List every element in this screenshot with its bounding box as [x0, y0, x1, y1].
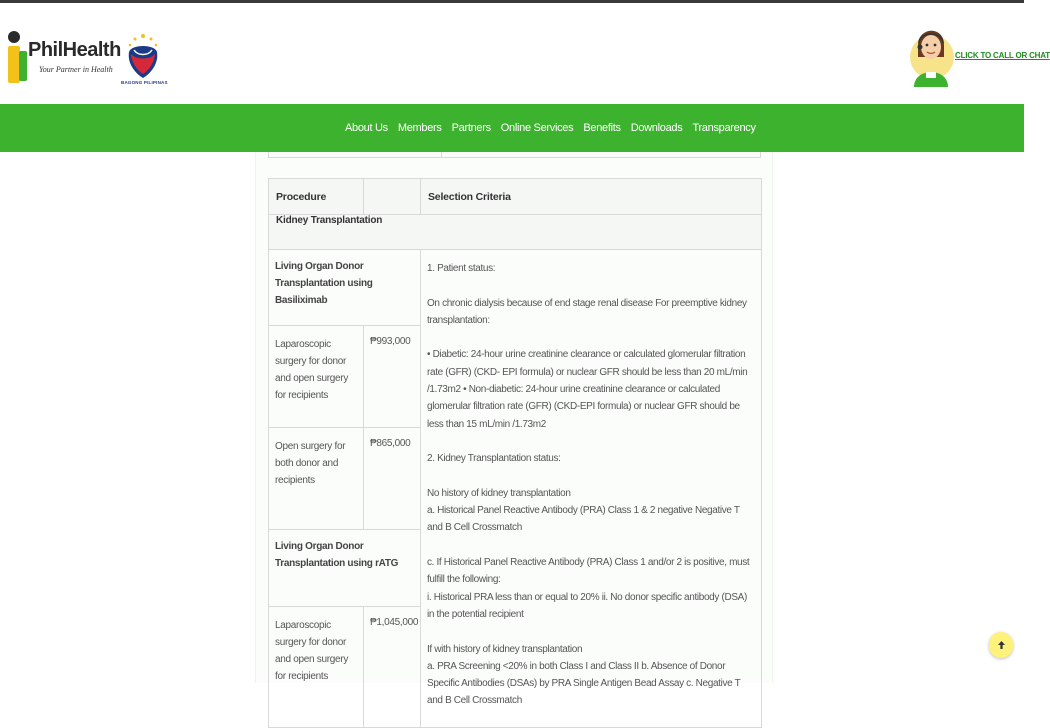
criteria-line: • Diabetic: 24-hour urine creatinine clearance or calculated glomerular filtration rate (GFR) (CKD- EPI formula) or nuclear GFR should be less than 20 mL/min /1.73m2 • Non-diabetic: 24-hour urine creatinine clearance or calculated glomerular filtration rate (GFR) (CKD-EPI formula) or nuclear GFR should be less than 15 mL/min /1.73m2 — [427, 349, 748, 430]
previous-table-row — [268, 152, 761, 158]
nav-item-members[interactable]: Members — [397, 122, 442, 134]
scroll-to-top-button[interactable] — [989, 632, 1013, 658]
site-header — [0, 3, 1050, 104]
criteria-line: a. Historical Panel Reactive Antibody (PRA) Class 1 & 2 negative Negative T and B Cell Crossmatch — [427, 505, 740, 534]
price-cell — [364, 607, 421, 728]
call-center-agent-icon[interactable] — [906, 17, 954, 87]
procedure-cell — [269, 326, 364, 428]
price-cell — [364, 326, 421, 428]
procedure-price: ₱993,000 — [370, 336, 411, 348]
group-title-basiliximab: Living Organ Donor Transplantation using Basiliximab — [275, 261, 373, 306]
nav-item-about-us[interactable]: About Us — [345, 122, 388, 134]
group-title-cell — [269, 529, 421, 606]
group-title-cell — [269, 250, 421, 326]
selection-criteria-text — [421, 250, 761, 710]
price-cell — [364, 428, 421, 530]
procedure-price: ₱865,000 — [370, 438, 411, 450]
arrow-up-icon — [997, 640, 1006, 650]
logo-text: PhilHealth — [28, 39, 121, 61]
section-row — [269, 215, 762, 250]
procedure-name: Laparoscopic surgery for donor and open surgery for recipients — [275, 339, 349, 402]
procedure-price: ₱1,045,000 — [370, 617, 419, 629]
header-price — [364, 179, 421, 215]
click-to-call-link[interactable]: CLICK TO CALL OR CHAT — [955, 51, 1050, 60]
criteria-line: No history of kidney transplantation — [427, 487, 571, 499]
selection-criteria-cell — [421, 250, 762, 728]
nav-item-downloads[interactable]: Downloads — [630, 122, 683, 134]
table-header-row — [269, 179, 762, 215]
group-title-ratg: Living Organ Donor Transplantation using rATG — [275, 540, 399, 569]
nav-item-transparency[interactable]: Transparency — [692, 122, 756, 134]
criteria-line: i. Historical PRA less than or equal to 20% ii. No donor specific antibody (DSA) in the potential recipient — [427, 591, 747, 620]
criteria-line: 1. Patient status: — [427, 263, 496, 274]
header-procedure: Procedure — [269, 179, 364, 215]
criteria-line: 2. Kidney Transplantation status: — [427, 453, 561, 465]
nav-item-online-services[interactable]: Online Services — [500, 122, 574, 134]
main-nav — [0, 104, 1024, 152]
criteria-line: c. If Historical Panel Reactive Antibody (PRA) Class 1 and/or 2 is positive, must fulfill the following: — [427, 557, 750, 586]
procedure-table — [268, 178, 762, 728]
header-selection-criteria: Selection Criteria — [421, 179, 762, 215]
nav-item-partners[interactable]: Partners — [451, 122, 491, 134]
logo-tagline: Your Partner in Health — [39, 65, 113, 74]
section-kidney-transplantation: Kidney Transplantation — [269, 215, 762, 250]
procedure-cell — [269, 607, 364, 728]
previous-row-divider — [441, 152, 442, 157]
philhealth-logo-icon — [6, 29, 28, 85]
nav-item-benefits[interactable]: Benefits — [583, 122, 621, 134]
philhealth-logo[interactable] — [6, 27, 121, 87]
procedure-name: Laparoscopic surgery for donor and open surgery for recipients — [275, 620, 349, 683]
nav-menu — [345, 104, 766, 152]
procedure-cell — [269, 428, 364, 530]
procedure-name: Open surgery for both donor and recipients — [275, 441, 346, 487]
table-row — [269, 250, 762, 326]
seal-caption: BAGONG PILIPINAS — [121, 80, 168, 85]
criteria-line: If with history of kidney transplantation — [427, 643, 583, 655]
criteria-line: a. PRA Screening <20% in both Class I and Class II b. Absence of Donor Specific Antibodies (DSAs) by PRA Single Antigen Bead Assay c. Negative T and B Cell Crossmatch — [427, 660, 741, 707]
criteria-line: On chronic dialysis because of end stage renal disease For preemptive kidney transplantation: — [427, 297, 747, 326]
